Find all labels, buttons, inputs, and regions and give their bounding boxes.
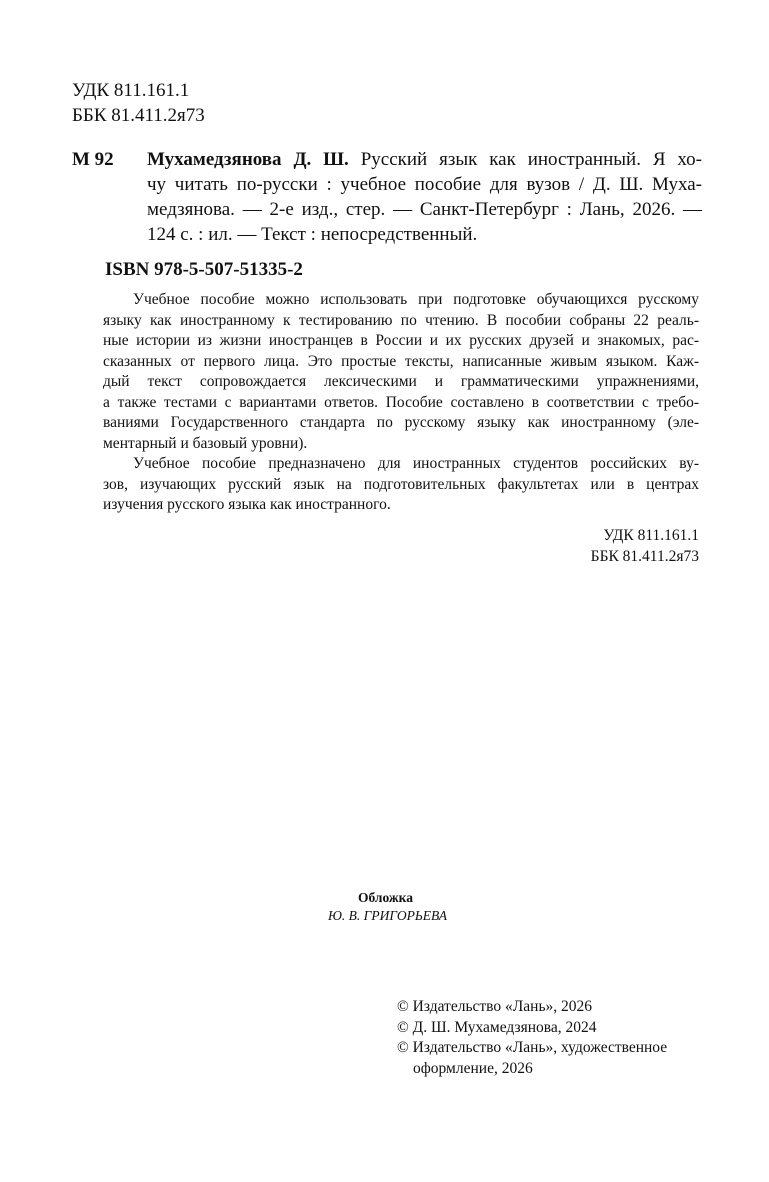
annotation-line: Учебное пособие предназначено для иностранных студентов российских ву- [133,455,699,472]
catalog-entry [72,147,702,247]
catalog-line-4: 124 с. : ил. — Текст : непосредственный. [147,224,478,245]
annotation-line: а также тестами с вариантами ответов. Пособие составлено в соответствии с требо- [103,393,699,411]
catalog-line-3: медзянова. — 2-е изд., стер. — Санкт-Петербург : Лань, 2026. — [147,199,702,220]
cover-credit [0,889,769,925]
catalog-title-start: Русский язык как иностранный. Я хо- [360,149,703,170]
annotation-line: дый текст сопровождается лексическими и грамматическими упражнениями, [103,373,699,390]
udk-code: УДК 811.161.1 [603,527,699,544]
annotation-line: языку как иностранному к тестированию по чтению. В пособии собраны 22 реаль- [103,311,699,329]
annotation-line: зов, изучающих русский язык на подготовительных факультетах или в центрах [103,475,699,493]
author-name: Мухамедзянова Д. Ш. [147,149,349,170]
annotation-line: ментарный и базовый уровни). [103,434,308,452]
annotation-line: сказанных от первого лица. Это простые тексты, написанные живым языком. Каж- [103,352,699,370]
annotation-line: ные истории из жизни иностранцев в России и их русских друзей и знакомых, рас- [103,332,699,349]
classification-block-top [72,78,205,128]
isbn: ISBN 978-5-507-51335-2 [105,259,303,280]
copyright-line: © Д. Ш. Мухамедзянова, 2024 [397,1018,597,1036]
bbk-code: ББК 81.411.2я73 [590,547,699,565]
cover-artist: Ю. В. ГРИГОРЬЕВА [327,908,448,923]
udk-code: УДК 811.161.1 [72,80,190,101]
copyright-line: © Издательство «Лань», художественное [397,1039,668,1056]
bibliographic-description [147,147,702,247]
author-mark: М 92 [72,149,114,170]
annotation [103,290,699,516]
bbk-code: ББК 81.411.2я73 [72,105,205,126]
copyright-line: © Издательство «Лань», 2026 [397,998,593,1015]
annotation-line: Учебное пособие можно использовать при подготовке обучающихся русскому [133,291,699,308]
copyright-block [397,997,667,1079]
annotation-line: ваниями Государственного стандарта по русскому языку как иностранному (эле- [103,414,699,431]
classification-block-bottom [591,526,699,567]
copyright-line-continuation: оформление, 2026 [413,1059,533,1077]
cover-label: Обложка [357,890,413,905]
annotation-line: изучения русского языка как иностранного. [103,496,391,513]
catalog-line-1 [147,147,702,172]
catalog-line-2: чу читать по-русски : учебное пособие для вузов / Д. Ш. Муха- [147,174,702,195]
